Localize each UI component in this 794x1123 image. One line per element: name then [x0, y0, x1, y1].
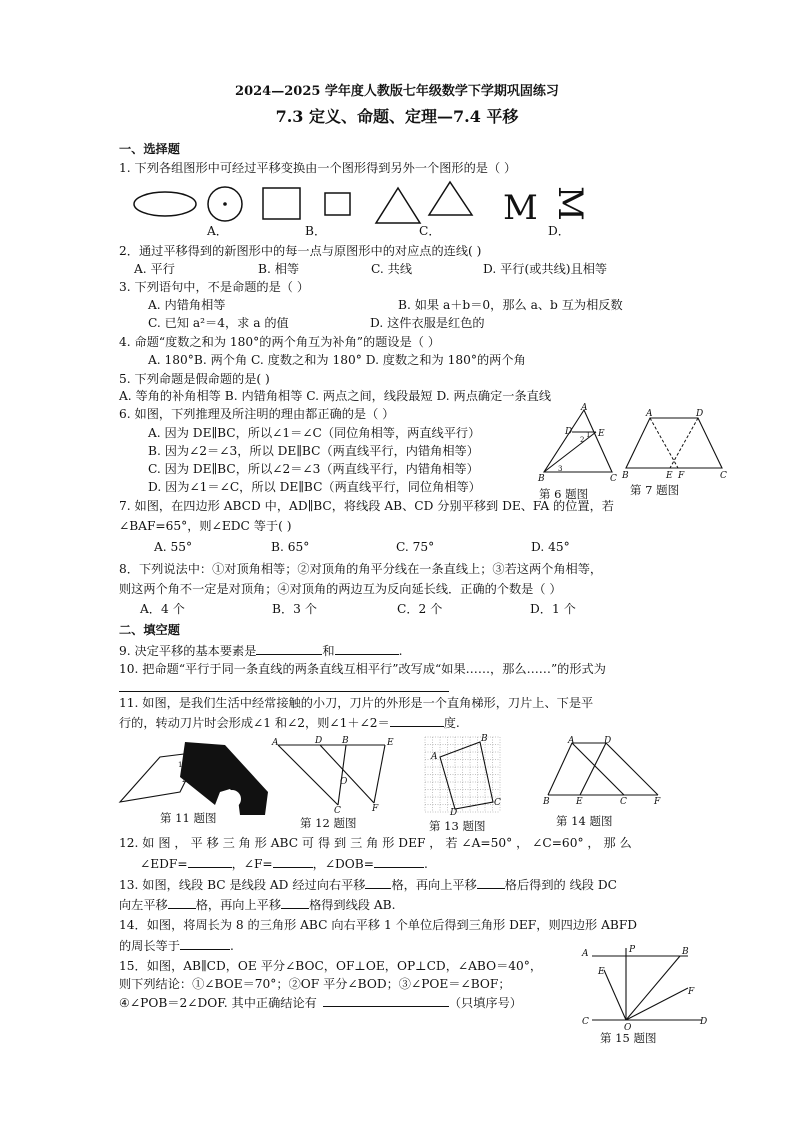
q14-text-a: 的周长等于 — [119, 939, 180, 953]
q1-ellipse — [134, 192, 196, 216]
q2-option-b: B. 相等 — [258, 262, 300, 276]
svg-text:F: F — [654, 797, 661, 807]
q12-text-a: ∠EDF= — [140, 857, 188, 871]
figure-q12 — [270, 736, 395, 816]
q5-options: A. 等角的补角相等 B. 内错角相等 C. 两点之间，线段最短 D. 两点确定一条直线 — [119, 389, 552, 403]
q8-line1: 8．下列说法中：①对顶角相等；②对顶角的角平分线在一条直线上；③若这两个角相等， — [119, 562, 603, 576]
svg-text:B: B — [481, 734, 488, 744]
q13-text-b: 格，再向上平移 — [391, 878, 477, 892]
q2-option-c: C. 共线 — [371, 262, 413, 276]
q1-option-c: C． — [419, 224, 441, 238]
q11-blank[interactable] — [390, 715, 444, 727]
svg-text:B: B — [622, 471, 629, 481]
q6-option-d: D. 因为∠1＝∠C，所以 DE∥BC（两直线平行，同位角相等） — [148, 480, 481, 494]
q1-option-d: D． — [548, 224, 570, 238]
svg-text:C: C — [334, 806, 341, 816]
svg-text:C: C — [610, 474, 617, 484]
exam-subtitle: 7.3 定义、命题、定理—7.4 平移 — [275, 107, 519, 126]
q8-option-d: D．1 个 — [530, 602, 576, 616]
q7-option-d: D. 45° — [531, 540, 570, 554]
svg-text:2: 2 — [182, 776, 187, 784]
svg-text:E: E — [387, 738, 394, 748]
q15-line3 — [119, 995, 522, 1011]
q11-caption: 第 11 题图 — [160, 811, 217, 825]
q8-option-a: A．4 个 — [140, 602, 185, 616]
q11-line1: 11. 如图，是我们生活中经常接触的小刀，刀片的外形是一个直角梯形，刀片上、下是平 — [119, 696, 594, 710]
q7-option-b: B. 65° — [271, 540, 310, 554]
q13-text-f: 格得到线段 AB. — [309, 898, 396, 912]
svg-text:2: 2 — [580, 436, 585, 444]
svg-text:D: D — [315, 736, 323, 746]
q12-text-c: ，∠DOB= — [312, 857, 374, 871]
q10-line1: 10. 把命题“平行于同一条直线的两条直线互相平行”改写成“如果……，那么……”的形式为 — [119, 662, 606, 676]
figure-q13 — [425, 734, 505, 818]
q4-stem: 4. 命题“度数之和为 180°的两个角互为补角”的题设是（ ） — [119, 335, 441, 349]
q3-option-d: D. 这件衣服是红色的 — [370, 316, 485, 330]
figure-q11 — [120, 737, 270, 817]
q13-blank-1[interactable] — [365, 877, 391, 889]
q1-large-square — [263, 188, 300, 219]
svg-text:D: D — [565, 427, 573, 437]
q7-option-a: A. 55° — [154, 540, 193, 554]
q13-text-e: 格，再向上平移 — [195, 898, 282, 912]
q1-option-a: A． — [207, 224, 228, 238]
svg-text:O: O — [624, 1023, 632, 1033]
q13-blank-2[interactable] — [477, 877, 505, 889]
q8-line2: 则这两个角不一定是对顶角；④对顶角的两边互为反向延长线．正确的个数是（ ） — [119, 582, 562, 596]
q1-circle-center — [223, 202, 227, 206]
q9-blank-2[interactable] — [335, 643, 399, 655]
svg-text:F: F — [688, 987, 695, 997]
q13-line1 — [119, 877, 617, 893]
q7-line2: ∠BAF=65°，则∠EDC 等于( ) — [119, 519, 292, 533]
figure-q6 — [538, 404, 618, 484]
q9-blank-1[interactable] — [256, 643, 322, 655]
q12-text-d: . — [423, 857, 428, 871]
q2-stem: 2．通过平移得到的新图形中的每一点与原图形中的对应点的连线( ) — [119, 244, 482, 258]
svg-text:A: A — [568, 736, 575, 746]
q13-line2 — [119, 897, 396, 913]
figure-q7 — [622, 410, 732, 480]
q13-caption: 第 13 题图 — [429, 819, 486, 833]
svg-text:B: B — [342, 736, 349, 746]
q12-blank-1[interactable] — [188, 856, 232, 868]
svg-text:E: E — [598, 429, 605, 439]
q3-option-a: A. 内错角相等 — [148, 298, 226, 312]
svg-text:D: D — [604, 736, 612, 746]
svg-text:D: D — [450, 808, 458, 818]
q13-text-c: 格后得到的 线段 DC — [504, 878, 617, 892]
exam-title: 2024—2025 学年度人教版七年级数学下学期巩固练习 — [235, 84, 559, 99]
svg-text:A: A — [272, 738, 279, 748]
q3-option-b: B. 如果 a＋b＝0，那么 a、b 互为相反数 — [398, 298, 623, 312]
figure-q15 — [580, 945, 710, 1033]
svg-text:B: B — [682, 947, 689, 957]
q12-line1: 12. 如 图 ， 平 移 三 角 形 ABC 可 得 到 三 角 形 DEF ， 若 ∠A=50° ， ∠C=60° ， 那 么 — [119, 836, 632, 850]
q2-option-a: A. 平行 — [134, 262, 175, 276]
q11-text-b: 度. — [443, 716, 460, 730]
q10-answer-blank[interactable] — [119, 691, 449, 692]
svg-text:E: E — [666, 471, 673, 481]
svg-text:B: B — [538, 474, 545, 484]
q13-blank-3[interactable] — [168, 897, 196, 909]
svg-text:C: C — [620, 797, 627, 807]
q5-stem: 5. 下列命题是假命题的是( ) — [119, 372, 270, 386]
svg-text:B: B — [543, 797, 550, 807]
q9-text-c: . — [398, 644, 403, 658]
q14-line2 — [119, 938, 234, 954]
svg-text:1: 1 — [178, 761, 183, 769]
svg-text:A: A — [581, 403, 588, 413]
svg-text:3: 3 — [558, 465, 563, 473]
svg-text:C: C — [582, 1017, 589, 1027]
q2-option-d: D. 平行(或共线)且相等 — [483, 262, 608, 276]
q6-option-a: A. 因为 DE∥BC，所以∠1＝∠C（同位角相等，两直线平行） — [148, 426, 481, 440]
q12-blank-3[interactable] — [374, 856, 424, 868]
svg-text:D: D — [700, 1017, 708, 1027]
q12-line2 — [140, 856, 428, 872]
q12-text-b: ，∠F= — [231, 857, 273, 871]
q14-caption: 第 14 题图 — [556, 814, 613, 828]
q1-figures — [0, 178, 794, 238]
svg-text:1: 1 — [586, 431, 591, 439]
q3-option-c: C. 已知 a²＝4，求 a 的值 — [148, 316, 289, 330]
svg-text:F: F — [372, 804, 379, 814]
svg-text:F: F — [678, 471, 685, 481]
q9-line — [119, 643, 402, 659]
section-fill-heading: 二、填空题 — [119, 623, 180, 637]
q1-triangle-2 — [429, 182, 472, 215]
q1-letter-m-rotated: M — [550, 186, 590, 221]
q6-option-c: C. 因为 DE∥BC，所以∠2＝∠3（两直线平行，内错角相等） — [148, 462, 479, 476]
q15-caption: 第 15 题图 — [600, 1031, 657, 1045]
q14-text-b: . — [229, 939, 234, 953]
q15-text-b: （只填序号） — [448, 996, 522, 1010]
q6-caption: 第 6 题图 — [539, 487, 589, 501]
q6-stem: 6. 如图，下列推理及所注明的理由都正确的是（ ） — [119, 407, 395, 421]
q13-blank-4[interactable] — [281, 897, 309, 909]
q15-blank[interactable] — [323, 995, 449, 1007]
q14-blank[interactable] — [180, 938, 230, 950]
q9-text-b: 和 — [322, 644, 335, 658]
q13-text-a: 13. 如图，线段 BC 是线段 AD 经过向右平移 — [119, 878, 366, 892]
section-choice-heading: 一、选择题 — [119, 142, 180, 156]
svg-text:E: E — [576, 797, 583, 807]
q7-line1: 7. 如图，在四边形 ABCD 中，AD∥BC，将线段 AB、CD 分别平移到 DE、FA 的位置，若 — [119, 499, 614, 513]
svg-text:A: A — [431, 752, 438, 762]
svg-text:D: D — [696, 409, 704, 419]
q11-line2 — [119, 715, 460, 731]
q12-blank-2[interactable] — [273, 856, 313, 868]
svg-text:C: C — [494, 798, 501, 808]
q15-line1: 15．如图，AB∥CD，OE 平分∠BOC，OF⊥OE，OP⊥CD，∠ABO＝40°， — [119, 959, 543, 973]
svg-text:A: A — [582, 949, 589, 959]
q9-text-a: 9. 决定平移的基本要素是 — [119, 644, 257, 658]
svg-text:C: C — [720, 471, 727, 481]
q1-letter-m: M — [503, 188, 538, 228]
q7-option-c: C. 75° — [396, 540, 435, 554]
q12-caption: 第 12 题图 — [300, 816, 357, 830]
q3-stem: 3. 下列语句中，不是命题的是（ ） — [119, 280, 310, 294]
q1-option-b: B． — [305, 224, 327, 238]
q1-stem: 1. 下列各组图形中可经过平移变换由一个图形得到另外一个图形的是（ ） — [119, 161, 517, 175]
svg-text:A: A — [646, 409, 653, 419]
q15-line2: 则下列结论：①∠BOE＝70°；②OF 平分∠BOD；③∠POE＝∠BOF； — [119, 977, 511, 991]
svg-text:O: O — [340, 777, 348, 787]
q4-options: A. 180°B. 两个角 C. 度数之和为 180° D. 度数之和为 180°的两个角 — [148, 353, 526, 367]
q7-caption: 第 7 题图 — [630, 483, 680, 497]
q1-small-square — [325, 193, 350, 215]
q15-text-a: ④∠POB＝2∠DOF. 其中正确结论有 — [119, 996, 317, 1010]
figure-q14 — [540, 737, 665, 807]
q8-option-c: C．2 个 — [397, 602, 443, 616]
svg-text:P: P — [629, 945, 636, 955]
q8-option-b: B．3 个 — [272, 602, 317, 616]
svg-text:E: E — [598, 967, 605, 977]
q11-text-a: 行的，转动刀片时会形成∠1 和∠2，则∠1＋∠2＝ — [119, 716, 390, 730]
q1-triangle-1 — [376, 188, 420, 223]
q14-line1: 14．如图，将周长为 8 的三角形 ABC 向右平移 1 个单位后得到三角形 DEF，则四边形 ABFD — [119, 918, 638, 932]
q13-text-d: 向左平移 — [119, 898, 168, 912]
q6-option-b: B. 因为∠2＝∠3，所以 DE∥BC（两直线平行，内错角相等） — [148, 444, 479, 458]
